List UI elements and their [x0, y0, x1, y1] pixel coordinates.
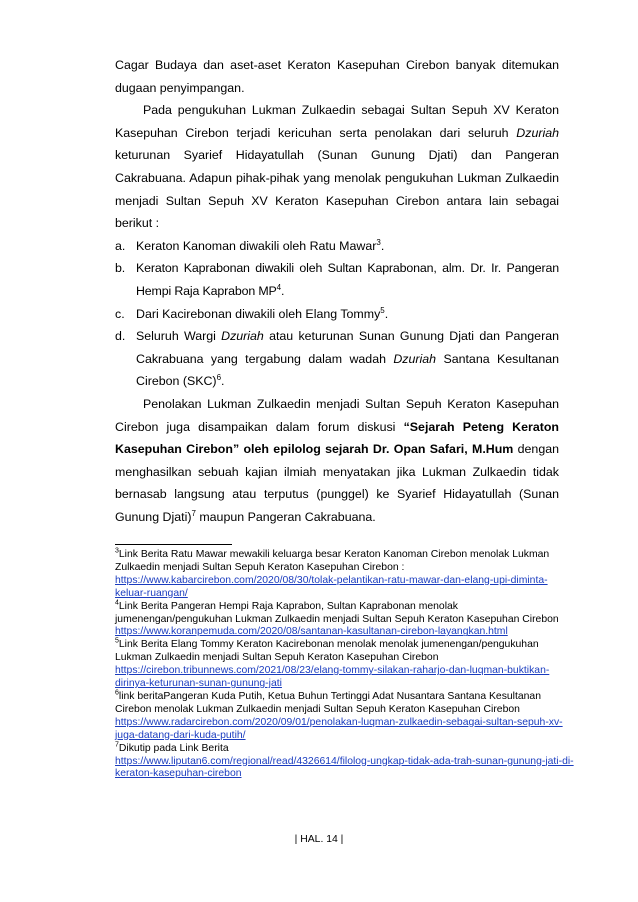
list-marker: c.	[115, 306, 125, 321]
paragraph-2	[115, 99, 559, 235]
footnote-link[interactable]: https://www.liputan6.com/regional/read/4326614/filolog-ungkap-tidak-ada-trah-sunan-gunung-jati-di-keraton-kasepuhan-cirebon	[115, 755, 574, 780]
body-text	[115, 54, 559, 528]
paragraph-3: Penolakan Lukman Zulkaedin menjadi Sultan Sepuh Keraton Kasepuhan Cirebon juga disampaikan dalam forum diskusi “Sejarah Peteng Keraton Kasepuhan Cirebon” oleh epilolog sejarah Dr. Opan Safari, M.Hum dengan menghasilkan sebuah kajian ilmiah menyatakan jika Lukman Zulkaedin tidak bernasab langsung atau terputus (punggel) ke Syarief Hidayatullah (Sunan Gunung Djati)$^7$ maupun Pangeran Cakrabuana.	[115, 396, 559, 524]
paragraph-2-text: Pada pengukuhan Lukman Zulkaedin sebagai Sultan Sepuh XV Keraton Kasepuhan Cirebon terjadi kericuhan serta penolakan dari seluruh	[115, 103, 559, 140]
footnote-number: 5	[115, 637, 119, 645]
footnote: $^4$Link Berita Pangeran Hempi Raja Kaprabon, Sultan Kaprabonan menolak jumenengan/pengukuhan Lukman Zulkaedin menjadi Sultan Sepuh Keraton Kasepuhan Cirebon https://www.koranpemuda.com/2020/08/santanan-kasultanan-cirebon-layangkan.html	[115, 599, 559, 638]
list-item: c. Dari Kacirebonan diwakili oleh Elang Tommy$^5$.	[115, 303, 559, 326]
paragraph-1: Cagar Budaya dan aset-aset Keraton Kasepuhan Cirebon banyak ditemukan dugaan penyimpangan.	[115, 58, 559, 95]
footnote-number: 6	[115, 689, 119, 697]
paragraph-3-bold: “Sejarah Peteng Keraton Kasepuhan Cirebon” oleh epilolog sejarah Dr. Opan Safari, M.Hum	[115, 419, 559, 457]
footnote-separator	[115, 544, 232, 545]
footnote-number: 7	[115, 741, 119, 749]
paragraph-2-text-cont: keturunan Syarief Hidayatullah (Sunan Gunung Djati) dan Pangeran Cakrabuana. Adapun pihak-pihak yang menolak pengukuhan Lukman Zulkaedin menjadi Sultan Sepuh XV Keraton Kasepuhan Cirebon antara lain sebagai berikut :	[115, 148, 559, 231]
footnote-ref: 3	[376, 237, 381, 247]
page-number: | HAL. 14 |	[294, 834, 344, 845]
footnote-ref: 7	[191, 508, 196, 518]
footnote-link[interactable]: https://www.radarcirebon.com/2020/09/01/penolakan-luqman-zulkaedin-sebagai-sultan-sepuh-xv-juga-datang-dari-kuda-putih/	[115, 716, 563, 741]
footnotes	[115, 549, 575, 781]
footnote: $^6$link beritaPangeran Kuda Putih, Ketua Buhun Tertinggi Adat Nusantara Santana Kesultanan Cirebon menolak Lukman Zulkaedin menjadi Sultan Sepuh Keraton Kasepuhan Cirebon https://www.radarcirebon.com/2020/09/01/penolakan-luqman-zulkaedin-sebagai-sultan-sepuh-xv-juga-datang-dari-kuda-putih/	[115, 689, 563, 741]
opposition-list	[115, 235, 559, 393]
paragraph-2-italic: Dzuriah	[516, 125, 559, 140]
list-marker: d.	[115, 329, 126, 344]
footnote-link[interactable]: https://www.koranpemuda.com/2020/08/santanan-kasultanan-cirebon-layangkan.html	[115, 626, 508, 638]
footnote-number: 3	[115, 547, 119, 555]
footnote-link[interactable]: https://www.kabarcirebon.com/2020/08/30/tolak-pelantikan-ratu-mawar-dan-elang-upi-diminta-keluar-ruangan/	[115, 574, 548, 599]
list-item: d. Seluruh Wargi Dzuriah atau keturunan Sunan Gunung Djati dan Pangeran Cakrabuana yang tergabung dalam wadah Dzuriah Santana Kesultanan Cirebon (SKC)$^6$.	[115, 325, 559, 393]
list-item: a. Keraton Kanoman diwakili oleh Ratu Mawar$^3$.	[115, 235, 559, 258]
footnote: $^7$Dikutip pada Link Berita https://www.liputan6.com/regional/read/4326614/filolog-ungkap-tidak-ada-trah-sunan-gunung-jati-di-keraton-kasepuhan-cirebon	[115, 741, 574, 780]
footnote-ref: 6	[216, 373, 222, 383]
list-item: b. Keraton Kaprabonan diwakili oleh Sultan Kaprabonan, alm. Dr. Ir. Pangeran Hempi Raja Kaprabon $MP^4$.	[115, 257, 559, 302]
list-marker: a.	[115, 238, 126, 253]
footnote-ref: 5	[380, 305, 385, 315]
footnote-link[interactable]: https://cirebon.tribunnews.com/2021/08/23/elang-tommy-silakan-raharjo-dan-luqman-buktikan-dirinya-keturunan-sunan-gunung-jati	[115, 665, 550, 690]
footnote: $^5$Link Berita Elang Tommy Keraton Kacirebonan menolak menolak jumenengan/pengukuhan Lukman Zulkaedin menjadi Sultan Sepuh Keraton Kasepuhan Cirebon https://cirebon.tribunnews.com/2021/08/23/elang-tommy-silakan-raharjo-dan-luqman-buktikan-dirinya-keturunan-sunan-gunung-jati	[115, 637, 550, 690]
footnote-ref: 4	[276, 282, 281, 292]
footnote: $^3$Link Berita Ratu Mawar mewakili keluarga besar Keraton Kanoman Cirebon menolak Lukman Zulkaedin menjadi Sultan Sepuh Keraton Kasepuhan Cirebon : https://www.kabarcirebon.com/2020/08/30/tolak-pelantikan-ratu-mawar-dan-elang-upi-diminta-keluar-ruangan/	[115, 547, 550, 599]
list-marker: b.	[115, 261, 126, 276]
footnote-number: 4	[115, 599, 119, 607]
